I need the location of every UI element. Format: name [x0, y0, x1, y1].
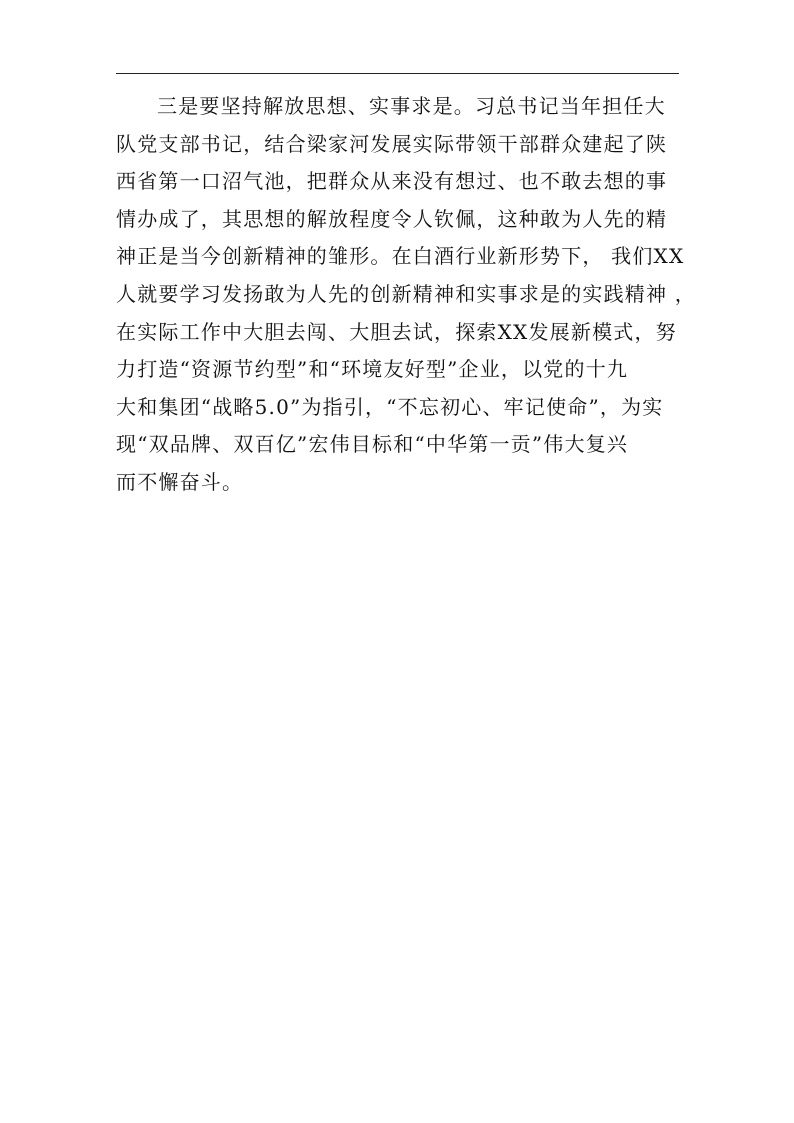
paragraph-line: 现“双品牌、双百亿”宏伟目标和“中华第一贡”伟大复兴: [116, 432, 629, 457]
paragraph-line: 在实际工作中大胆去闯、大胆去试，探索XX发展新模式，努: [116, 319, 677, 344]
body-paragraph: [116, 88, 696, 502]
paragraph-line: 神正是当今创新精神的雏形。在白酒行业新形势下， 我们XX: [116, 244, 685, 269]
paragraph-line: 队党支部书记，结合梁家河发展实际带领干部群众建起了陕: [116, 131, 668, 156]
paragraph-line: 力打造“资源节约型”和“环境友好型”企业，以党的十九: [116, 357, 629, 382]
paragraph-line: 情办成了，其思想的解放程度令人钦佩，这种敢为人先的精: [116, 206, 668, 231]
paragraph-line: 人就要学习发扬敢为人先的创新精神和实事求是的实践精神 ，: [116, 281, 696, 306]
paragraph-line: 而不懈奋斗。: [116, 469, 244, 494]
paragraph-line: 西省第一口沼气池，把群众从来没有想过、也不敢去想的事: [116, 169, 668, 194]
paragraph-line: 三是要坚持解放思想、实事求是。习总书记当年担任大: [157, 94, 666, 118]
paragraph-line: 大和集团“战略5.0”为指引，“不忘初心、牢记使命”，为实: [116, 394, 664, 419]
header-rule: [116, 73, 679, 74]
